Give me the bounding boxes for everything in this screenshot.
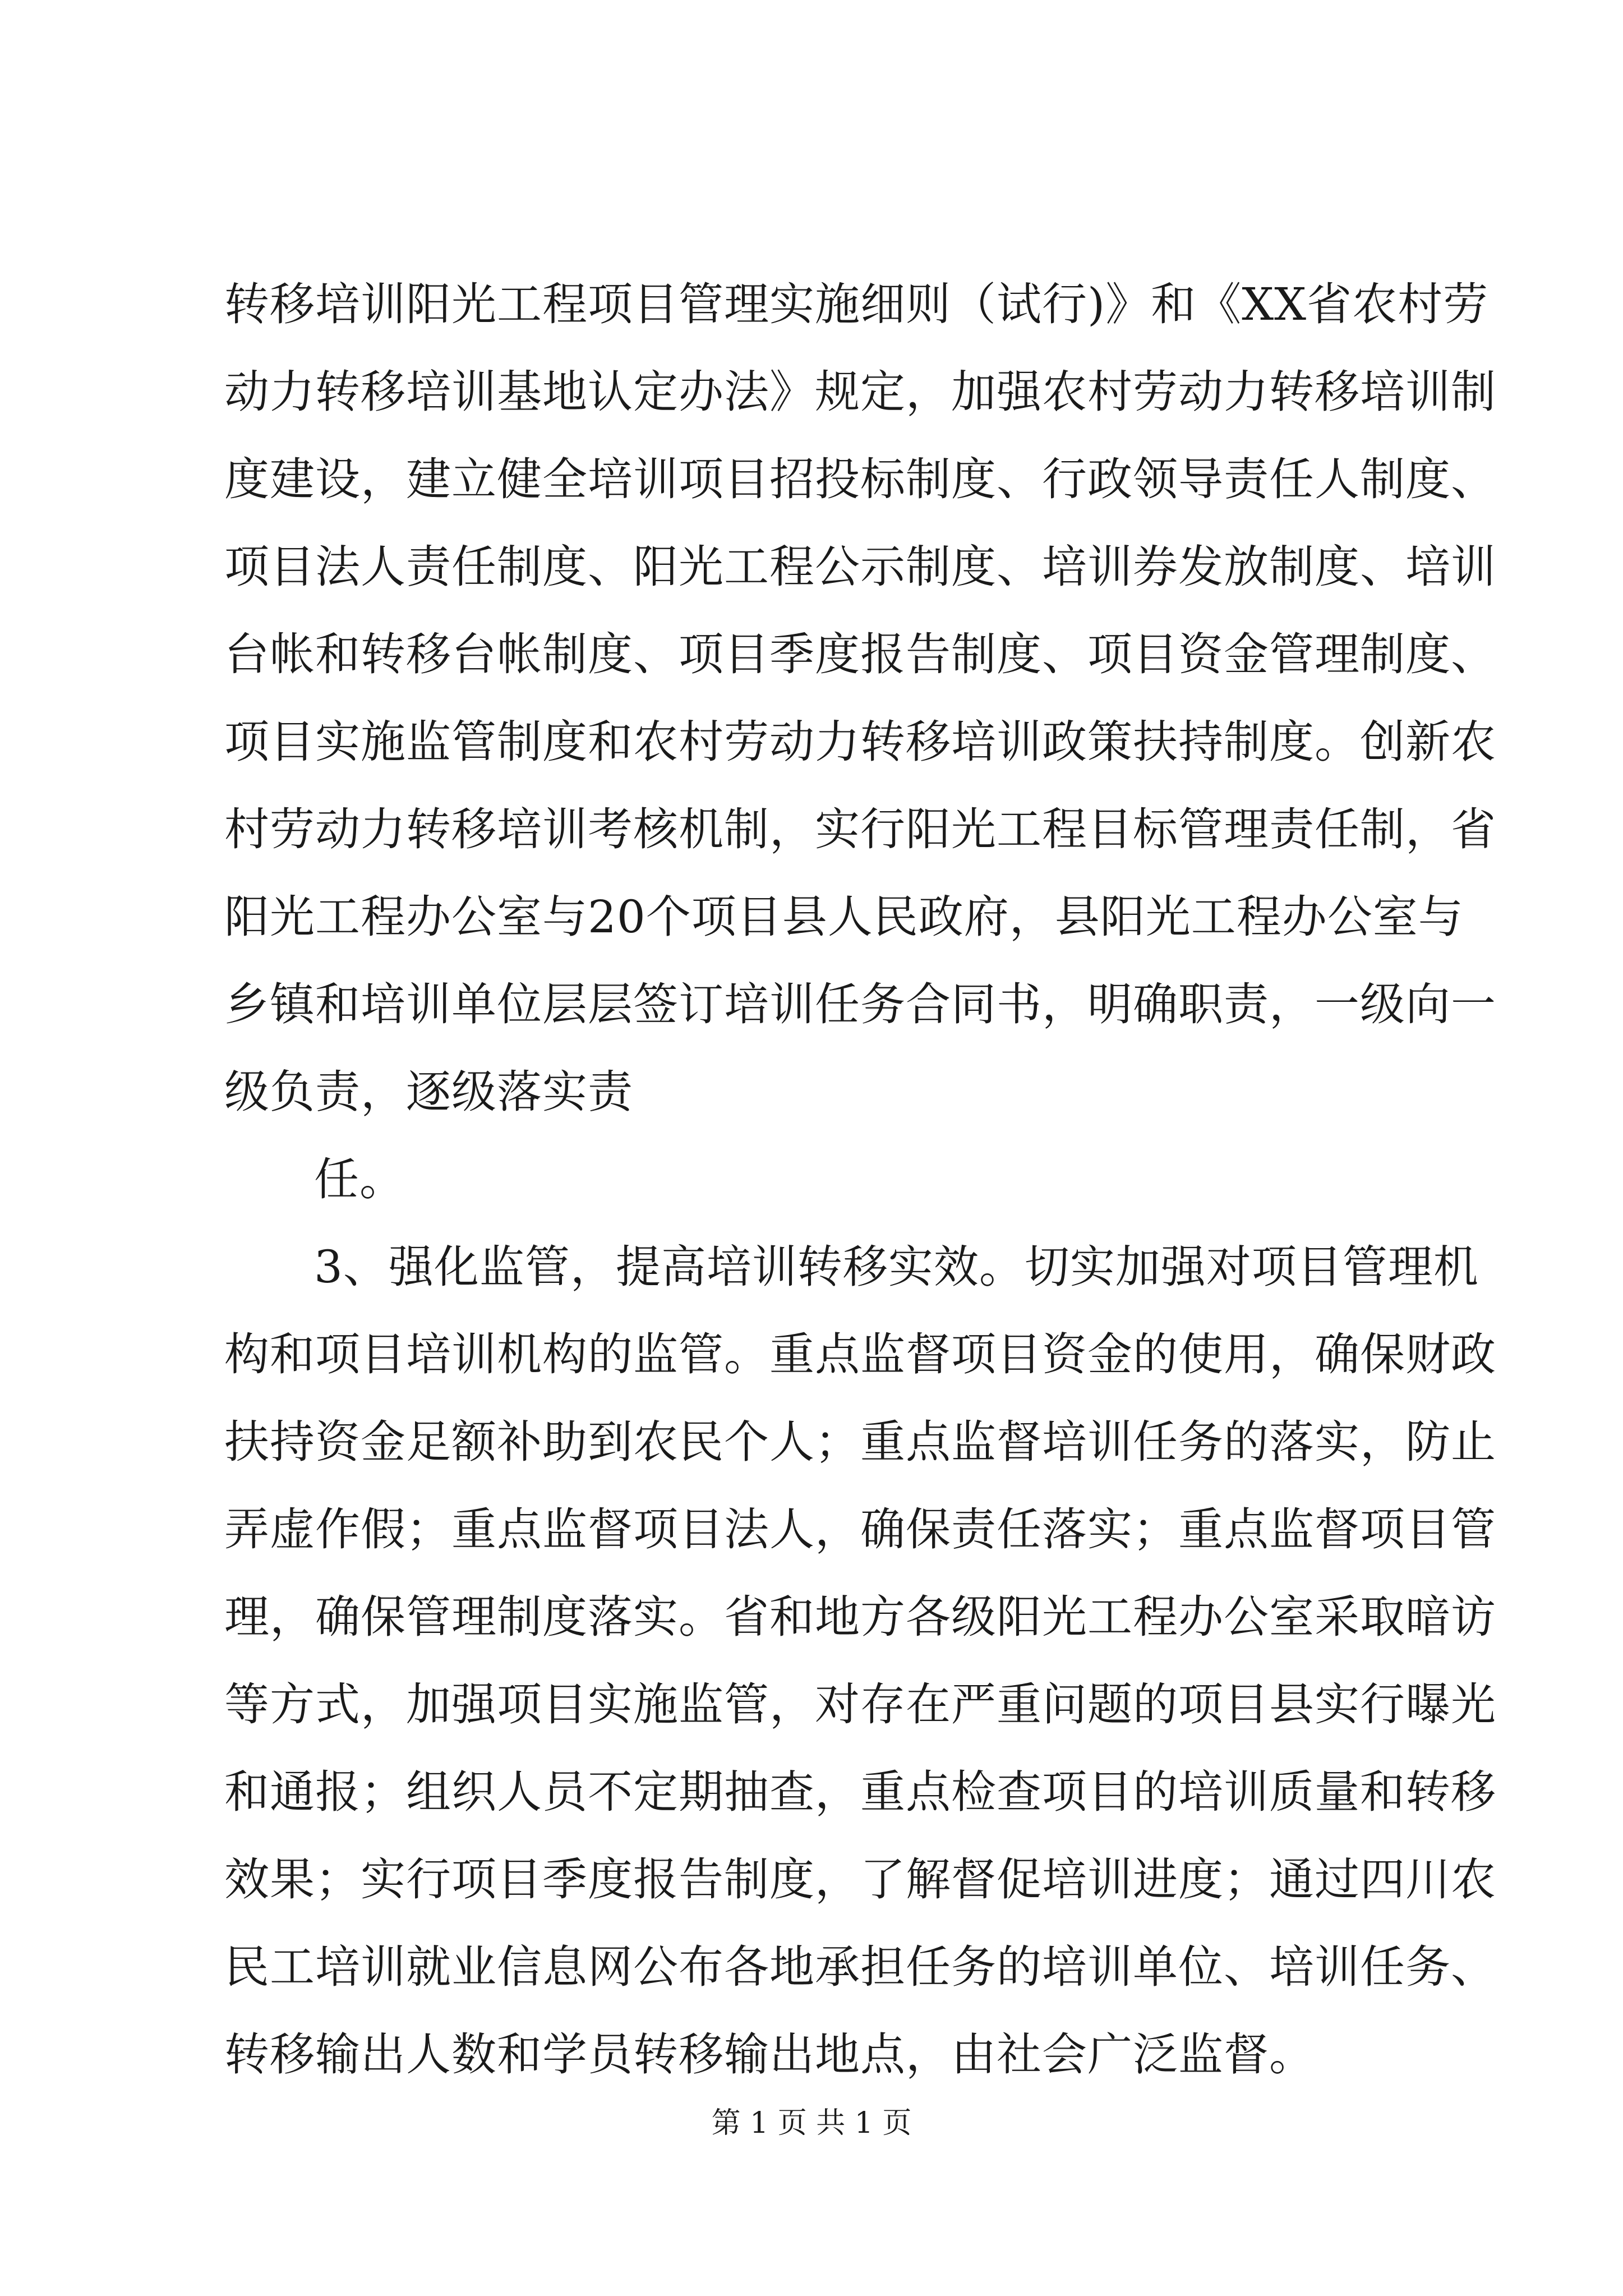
document-body <box>224 261 1496 2099</box>
text-line: 项目实施监管制度和农村劳动力转移培训政策扶持制度。创新农 <box>224 716 1496 768</box>
text-line: 动力转移培训基地认定办法》规定，加强农村劳动力转移培训制 <box>224 366 1496 418</box>
text-line: 转移输出人数和学员转移输出地点，由社会广泛监督。 <box>224 2028 1315 2081</box>
text-line: 扶持资金足额补助到农民个人；重点监督培训任务的落实，防止 <box>224 1416 1496 1468</box>
text-line: 效果；实行项目季度报告制度，了解督促培训进度；通过四川农 <box>224 1853 1496 1906</box>
text-line: 任。 <box>314 1153 405 1205</box>
text-line: 民工培训就业信息网公布各地承担任务的培训单位、培训任务、 <box>224 1941 1496 1993</box>
text-line: 乡镇和培训单位层层签订培训任务合同书，明确职责，一级向一 <box>224 978 1496 1030</box>
text-line: 村劳动力转移培训考核机制，实行阳光工程目标管理责任制，省 <box>224 803 1496 855</box>
text-line: 理，确保管理制度落实。省和地方各级阳光工程办公室采取暗访 <box>224 1591 1496 1643</box>
text-line: 阳光工程办公室与20个项目县人民政府，县阳光工程办公室与 <box>224 891 1464 943</box>
page-number: 第 1 页 共 1 页 <box>711 2106 912 2140</box>
text-line: 构和项目培训机构的监管。重点监督项目资金的使用，确保财政 <box>224 1328 1496 1381</box>
text-line: 台帐和转移台帐制度、项目季度报告制度、项目资金管理制度、 <box>224 628 1496 680</box>
text-line: 3、强化监管，提高培训转移实效。切实加强对项目管理机 <box>314 1241 1479 1293</box>
text-line: 转移培训阳光工程项目管理实施细则（试行)》和《XX省农村劳 <box>224 278 1489 330</box>
page-footer <box>0 2106 1623 2140</box>
text-line: 级负责，逐级落实责 <box>224 1066 633 1118</box>
text-line: 弄虚作假；重点监督项目法人，确保责任落实；重点监督项目管 <box>224 1503 1496 1556</box>
text-line: 度建设，建立健全培训项目招投标制度、行政领导责任人制度、 <box>224 453 1496 505</box>
text-line: 项目法人责任制度、阳光工程公示制度、培训券发放制度、培训 <box>224 541 1496 593</box>
text-line: 等方式，加强项目实施监管，对存在严重问题的项目县实行曝光 <box>224 1678 1496 1731</box>
text-line: 和通报；组织人员不定期抽查，重点检查项目的培训质量和转移 <box>224 1766 1496 1818</box>
